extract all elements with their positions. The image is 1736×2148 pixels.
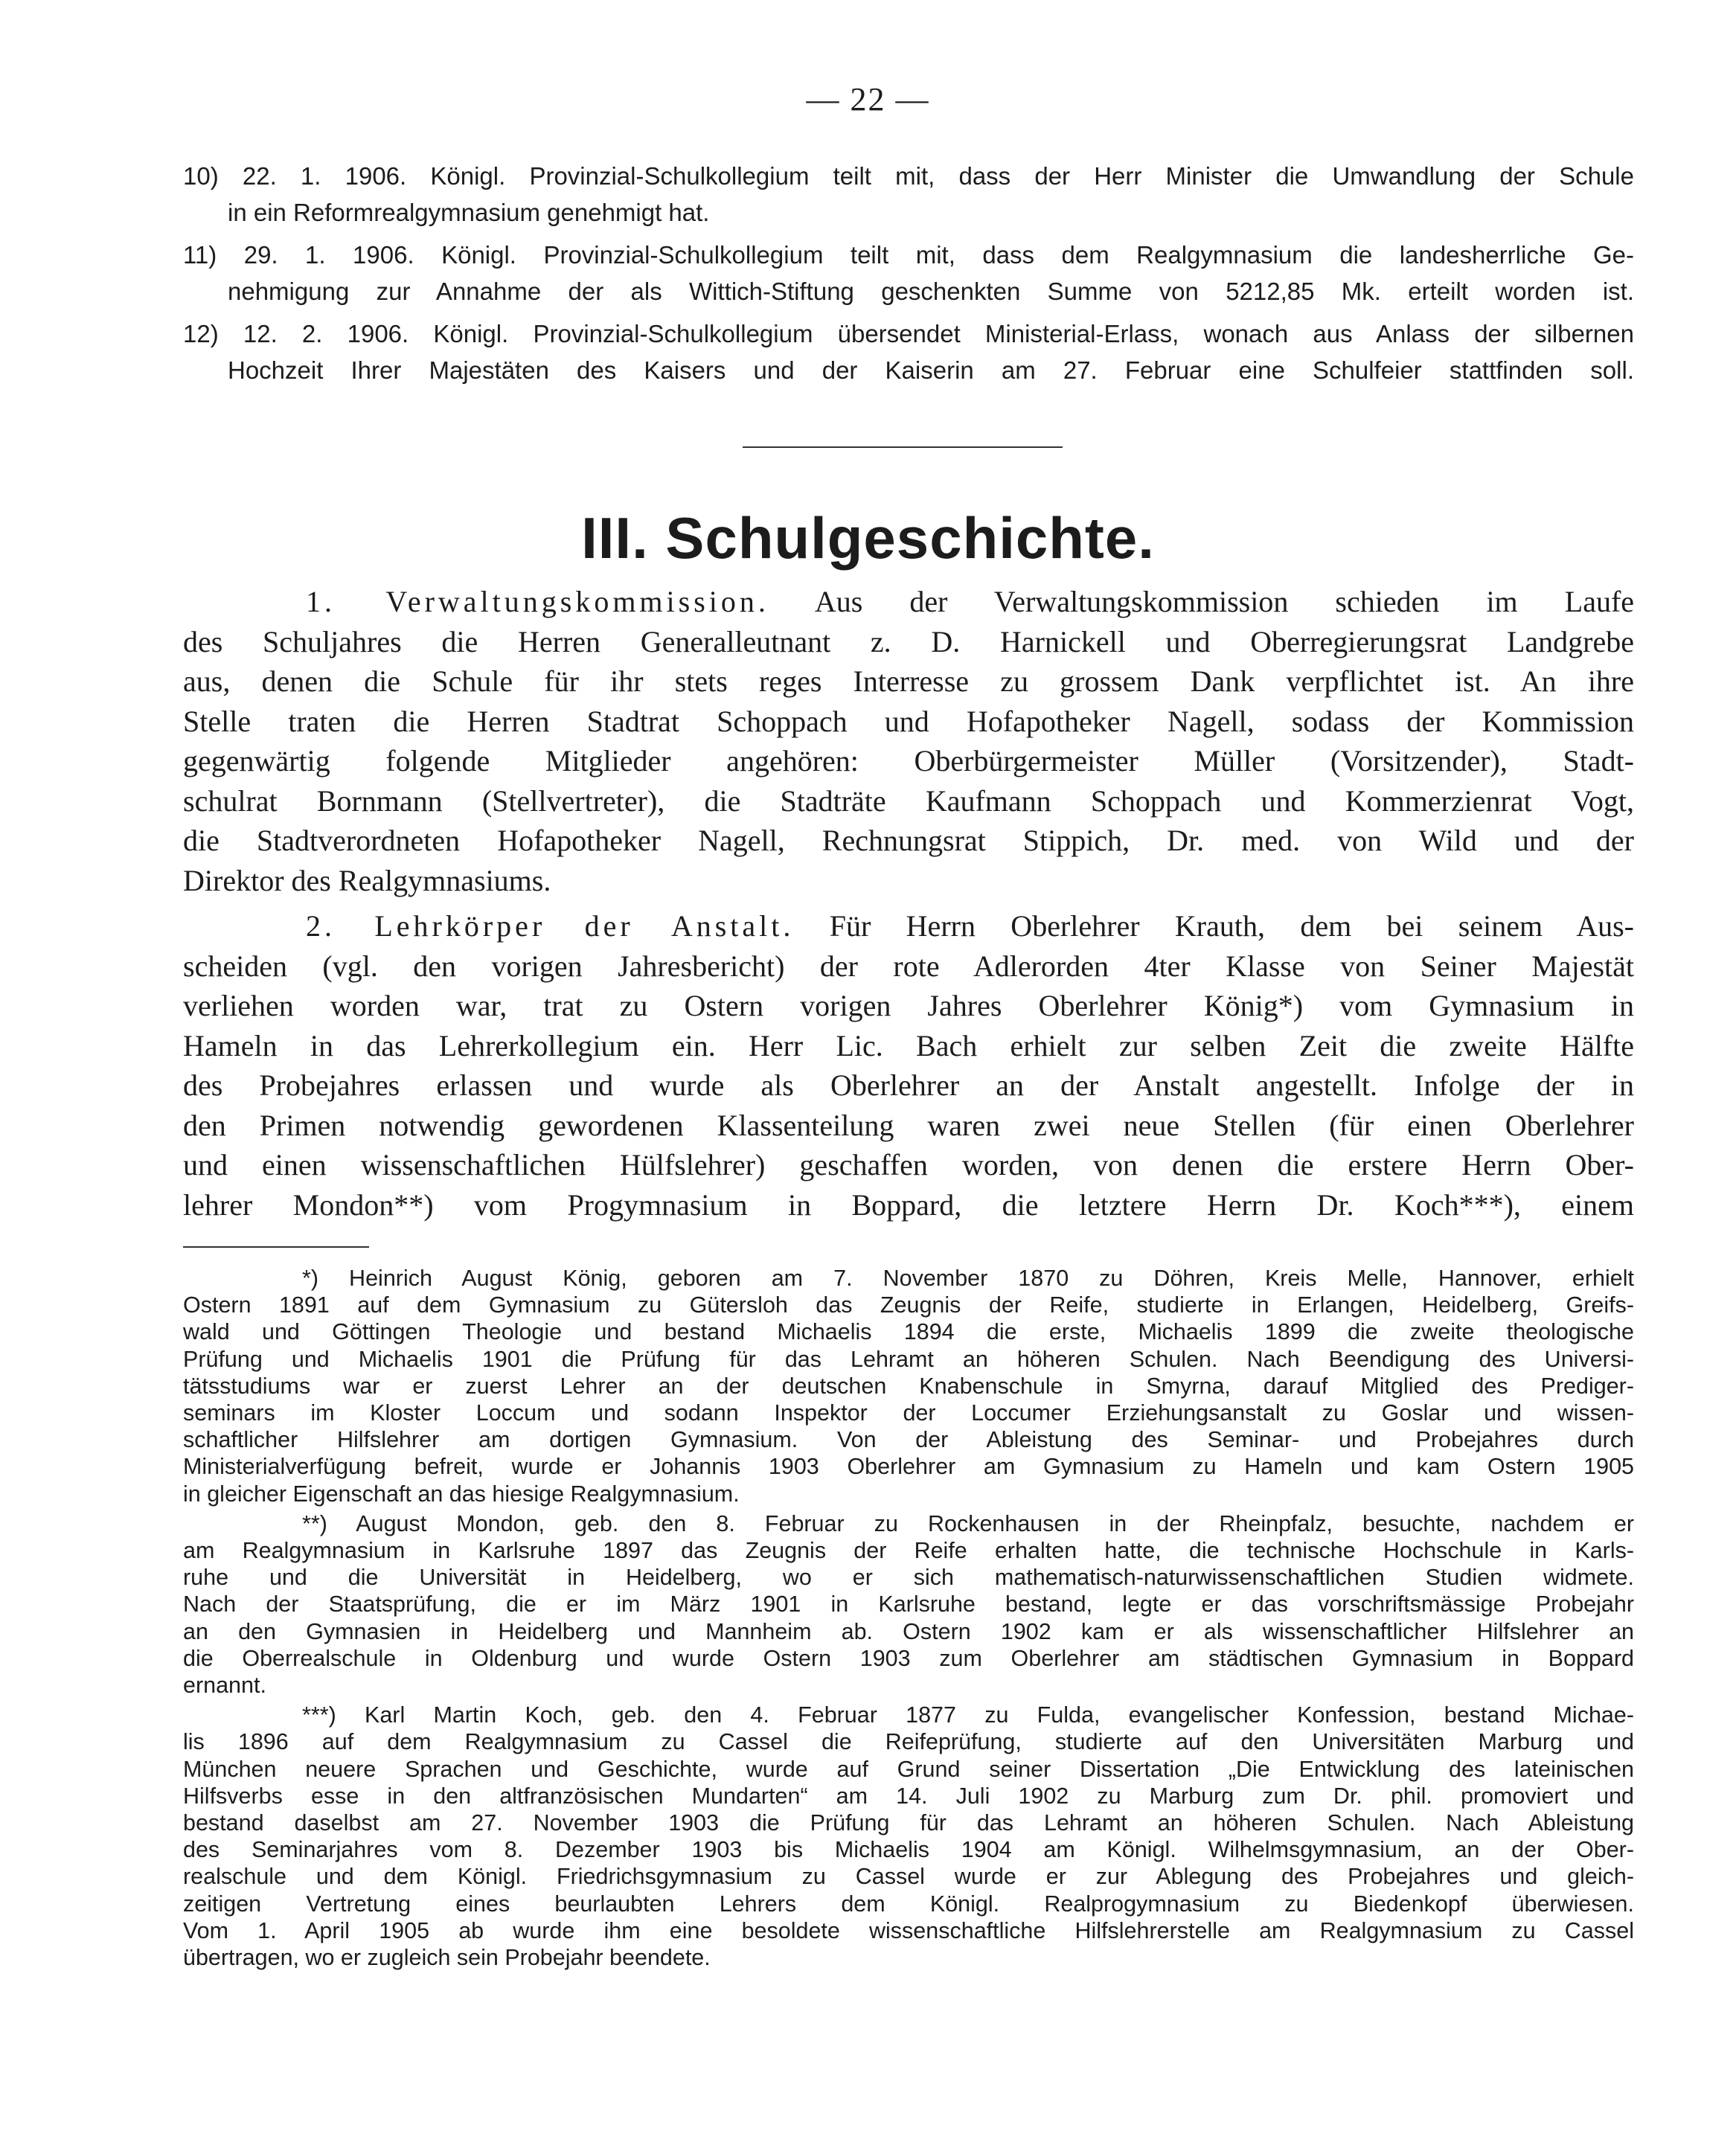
footnote-line: ernannt. xyxy=(183,1673,266,1699)
paragraph-line: Hameln in das Lehrerkollegium ein. Herr Lic. Bach erhielt zur selben Zeit die zweite Hälfte xyxy=(183,1028,1634,1062)
decree-line: 12) 12. 2. 1906. Königl. Provinzial-Schulkollegium übersendet Ministerial-Erlass, wonach aus Anlass der silbernen xyxy=(183,320,1634,347)
footnote-line: Ministerialverfügung befreit, wurde er Johannis 1903 Oberlehrer am Gymnasium zu Hameln und kam Ostern 1905 xyxy=(183,1454,1634,1480)
section-divider xyxy=(743,446,1063,448)
paragraph-line: Direktor des Realgymnasiums. xyxy=(183,863,551,897)
footnote-line: tätsstudiums war er zuerst Lehrer an der deutschen Knabenschule in Smyrna, darauf Mitglied des Prediger- xyxy=(183,1373,1634,1399)
paragraph-line: des Schuljahres die Herren Generalleutnant z. D. Harnickell und Oberregierungsrat Landgrebe xyxy=(183,624,1634,658)
paragraph-text: Aus der Verwaltungskommission schieden im Laufe xyxy=(814,585,1635,618)
footnote-line: lis 1896 auf dem Realgymnasium zu Cassel die Reifeprüfung, studierte auf den Universitäten Marburg und xyxy=(183,1729,1634,1755)
footnote-line: ***) Karl Martin Koch, geb. den 4. Februar 1877 zu Fulda, evangelischer Konfession, bestand Michae- xyxy=(302,1702,1634,1728)
paragraph-line xyxy=(183,582,1634,622)
footnote-line: an den Gymnasien in Heidelberg und Mannheim ab. Ostern 1902 kam er als wissenschaftlicher Hilfslehrer an xyxy=(183,1618,1634,1644)
paragraph-line: scheiden (vgl. den vorigen Jahresbericht) der rote Adlerorden 4ter Klasse von Seiner Majestät xyxy=(183,949,1634,983)
paragraph-line: verliehen worden war, trat zu Ostern vorigen Jahres Oberlehrer König*) vom Gymnasium in xyxy=(183,989,1634,1022)
page-number: — 22 — xyxy=(806,81,930,118)
footnote-divider xyxy=(183,1246,369,1248)
footnote-line: schaftlicher Hilfslehrer am dortigen Gymnasium. Von der Ableistung des Seminar- und Probejahres durch xyxy=(183,1427,1634,1453)
paragraph-heading: 2. Lehrkörper der Anstalt. xyxy=(306,909,795,943)
paragraph-line: die Stadtverordneten Hofapotheker Nagell, Rechnungsrat Stippich, Dr. med. von Wild und der xyxy=(183,824,1634,857)
footnote-line: des Seminarjahres vom 8. Dezember 1903 bis Michaelis 1904 am Königl. Wilhelmsgymnasium, an der Ober- xyxy=(183,1837,1634,1863)
body-text xyxy=(183,582,1634,1225)
footnote-line: **) August Mondon, geb. den 8. Februar zu Rockenhausen in der Rheinpfalz, besuchte, nachdem er xyxy=(302,1510,1634,1536)
decree-line: in ein Reformrealgymnasium genehmigt hat. xyxy=(228,199,710,226)
footnote-line: Nach der Staatsprüfung, die er im März 1901 in Karlsruhe bestand, legte er das vorschriftsmässige Probejahr xyxy=(183,1591,1634,1618)
paragraph-line: Stelle traten die Herren Stadtrat Schoppach und Hofapotheker Nagell, sodass der Kommission xyxy=(183,704,1634,738)
footnote-line: München neuere Sprachen und Geschichte, wurde auf Grund seiner Dissertation „Die Entwicklung des lateinischen xyxy=(183,1756,1634,1782)
footnote-line: am Realgymnasium in Karlsruhe 1897 das Zeugnis der Reife erhalten hatte, die technische Hochschule in Karls- xyxy=(183,1538,1634,1564)
decree-entry-12 xyxy=(183,315,1634,388)
footnote-mondon xyxy=(183,1510,1634,1699)
decree-line: 10) 22. 1. 1906. Königl. Provinzial-Schulkollegium teilt mit, dass der Herr Minister die Umwandlung der Schule xyxy=(183,162,1634,190)
paragraph-gap xyxy=(183,900,1634,906)
footnote-line: die Oberrealschule in Oldenburg und wurde Ostern 1903 zum Oberlehrer am städtischen Gymnasium in Boppard xyxy=(183,1645,1634,1671)
footnotes xyxy=(183,1265,1634,1974)
paragraph-line: und einen wissenschaftlichen Hülfslehrer) geschaffen worden, von denen die erstere Herrn Ober- xyxy=(183,1148,1634,1182)
paragraph-text: Für Herrn Oberlehrer Krauth, dem bei seinem Aus- xyxy=(829,909,1634,943)
footnote-line: realschule und dem Königl. Friedrichsgymnasium zu Cassel wurde er zur Ablegung des Probejahres und gleich- xyxy=(183,1864,1634,1890)
footnote-line: übertragen, wo er zugleich sein Probejahr beendete. xyxy=(183,1945,711,1971)
section-title: III. Schulgeschichte. xyxy=(581,505,1155,571)
footnote-koch xyxy=(183,1702,1634,1971)
footnote-line: zeitigen Vertretung eines beurlaubten Lehrers dem Königl. Realprogymnasium zu Biedenkopf überwiesen. xyxy=(183,1891,1634,1917)
footnote-line: seminars im Kloster Loccum und sodann Inspektor der Loccumer Erziehungsanstalt zu Goslar und wissen- xyxy=(183,1400,1634,1426)
footnote-line: Vom 1. April 1905 ab wurde ihm eine besoldete wissenschaftliche Hilfslehrerstelle am Realgymnasium zu Cassel xyxy=(183,1917,1634,1943)
footnote-koenig xyxy=(183,1265,1634,1507)
paragraph-line: schulrat Bornmann (Stellvertreter), die Stadträte Kaufmann Schoppach und Kommerzienrat Vogt, xyxy=(183,783,1634,818)
decree-list xyxy=(183,158,1634,394)
paragraph-line: gegenwärtig folgende Mitglieder angehören: Oberbürgermeister Müller (Vorsitzender), Stadt- xyxy=(183,744,1634,778)
decree-entry-10 xyxy=(183,158,1634,231)
decree-entry-11 xyxy=(183,237,1634,310)
decree-line: Hochzeit Ihrer Majestäten des Kaisers und der Kaiserin am 27. Februar eine Schulfeier stattfinden soll. xyxy=(228,356,1634,384)
footnote-line: wald und Göttingen Theologie und bestand Michaelis 1894 die erste, Michaelis 1899 die zweite theologische xyxy=(183,1319,1634,1345)
paragraph-heading: 1. Verwaltungskommission. xyxy=(306,585,769,618)
paragraph-line: lehrer Mondon**) vom Progymnasium in Boppard, die letztere Herrn Dr. Koch***), einem xyxy=(183,1187,1634,1222)
footnote-line: *) Heinrich August König, geboren am 7. November 1870 zu Döhren, Kreis Melle, Hannover, erhielt xyxy=(302,1266,1634,1291)
paragraph-line: des Probejahres erlassen und wurde als Oberlehrer an der Anstalt angestellt. Infolge der in xyxy=(183,1068,1634,1102)
footnote-line: Ostern 1891 auf dem Gymnasium zu Gütersloh das Zeugnis der Reife, studierte in Erlangen, Heidelberg, Greifs- xyxy=(183,1292,1634,1318)
footnote-line: ruhe und die Universität in Heidelberg, wo er sich mathematisch-naturwissenschaftlichen Studien widmete. xyxy=(183,1565,1634,1591)
footnote-line: in gleicher Eigenschaft an das hiesige Realgymnasium. xyxy=(183,1481,740,1507)
footnote-line: Prüfung und Michaelis 1901 die Prüfung für das Lehramt an höheren Schulen. Nach Beendigung des Universi- xyxy=(183,1346,1634,1372)
paragraph-line: den Primen notwendig gewordenen Klassenteilung waren zwei neue Stellen (für einen Oberlehrer xyxy=(183,1108,1634,1142)
footnote-line: bestand daselbst am 27. November 1903 die Prüfung für das Lehramt an höheren Schulen. Nach Ableistung xyxy=(183,1810,1634,1836)
footnote-line: Hilfsverbs esse in den altfranzösischen Mundarten“ am 14. Juli 1902 zu Marburg zum Dr. phil. promoviert und xyxy=(183,1783,1634,1809)
paragraph-line: aus, denen die Schule für ihr stets reges Interresse zu grossem Dank verpflichtet ist. An ihre xyxy=(183,664,1634,698)
paragraph-line xyxy=(183,906,1634,946)
decree-line: 11) 29. 1. 1906. Königl. Provinzial-Schulkollegium teilt mit, dass dem Realgymnasium die landesherrliche Ge- xyxy=(183,241,1634,269)
decree-line: nehmigung zur Annahme der als Wittich-Stiftung geschenkten Summe von 5212,85 Mk. erteilt worden ist. xyxy=(228,278,1634,305)
